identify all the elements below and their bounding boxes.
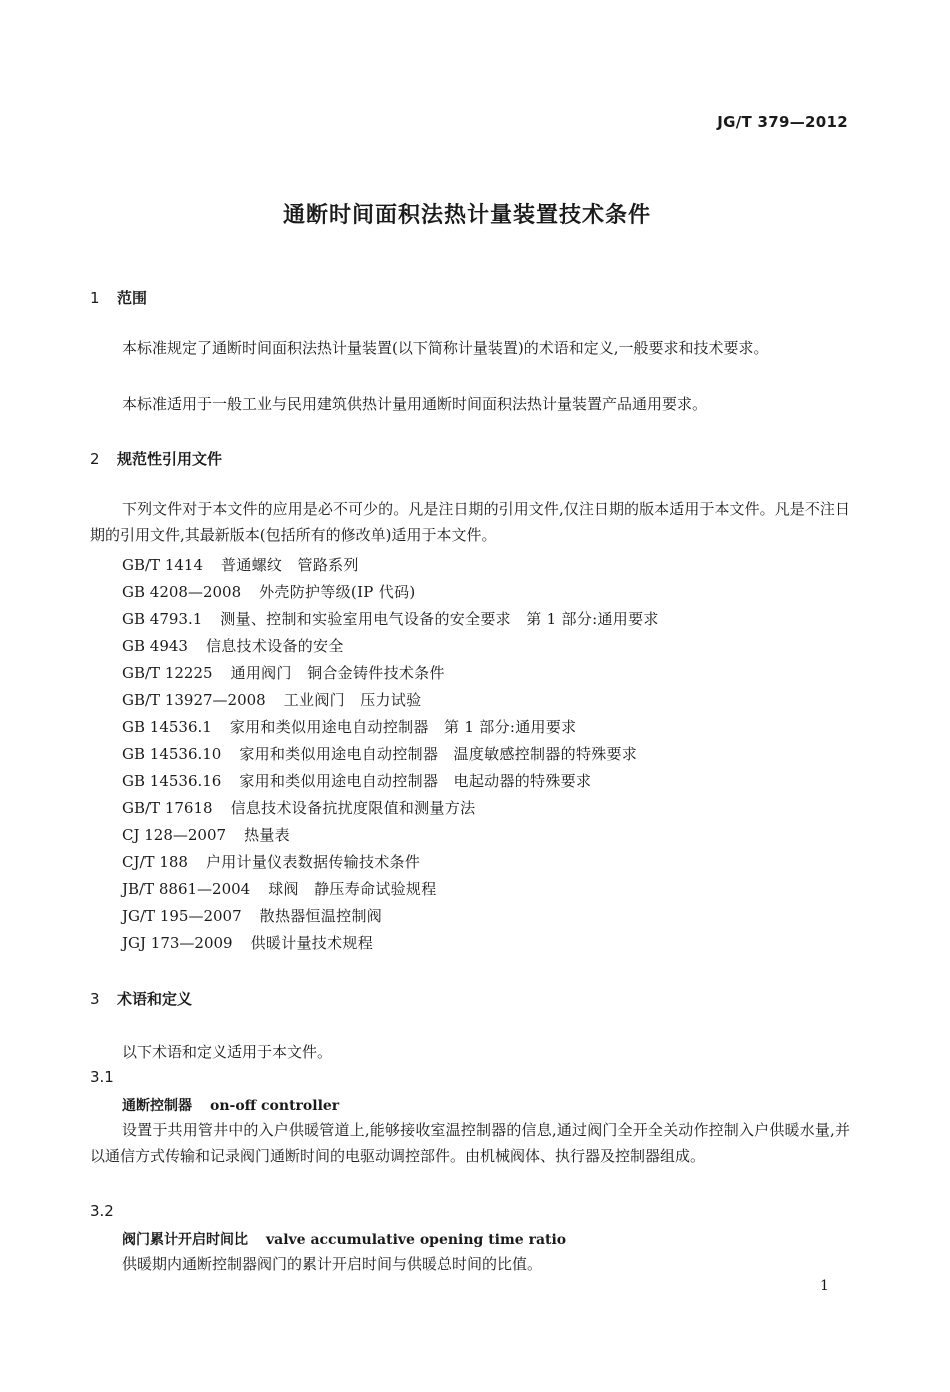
reference-item — [122, 930, 659, 957]
reference-list — [122, 552, 659, 957]
reference-item — [122, 822, 659, 849]
reference-item — [122, 741, 659, 768]
section-title: 范围 — [117, 289, 148, 307]
reference-code: GB/T 13927—2008 — [122, 691, 266, 709]
reference-code: GB 14536.10 — [122, 745, 222, 763]
references-intro: 下列文件对于本文件的应用是必不可少的。凡是注日期的引用文件,仅注日期的版本适用于本文件。凡是不注日期的引用文件,其最新版本(包括所有的修改单)适用于本文件。 — [90, 500, 850, 544]
reference-code: GB/T 1414 — [122, 556, 204, 574]
reference-code: GB 14536.1 — [122, 718, 212, 736]
term-zh: 阀门累计开启时间比 — [122, 1232, 248, 1248]
scope-paragraph-1: 本标准规定了通断时间面积法热计量装置(以下简称计量装置)的术语和定义,一般要求和技术要求。 — [122, 339, 769, 357]
reference-title: 普通螺纹 管路系列 — [221, 556, 359, 574]
term-number: 3.1 — [90, 1068, 114, 1086]
terms-intro: 以下术语和定义适用于本文件。 — [122, 1043, 333, 1061]
reference-item — [122, 633, 659, 660]
document-title: 通断时间面积法热计量装置技术条件 — [282, 203, 651, 228]
reference-title: 测量、控制和实验室用电气设备的安全要求 第 1 部分:通用要求 — [220, 610, 659, 628]
reference-item — [122, 768, 659, 795]
section-1-heading — [90, 287, 147, 308]
reference-title: 工业阀门 压力试验 — [283, 691, 422, 709]
reference-title: 户用计量仪表数据传输技术条件 — [205, 853, 421, 871]
reference-item — [122, 687, 659, 714]
reference-title: 信息技术设备的安全 — [205, 637, 344, 655]
standard-code: JG/T 379—2012 — [717, 113, 848, 131]
section-3-heading — [90, 988, 192, 1009]
term-zh: 通断控制器 — [122, 1098, 192, 1114]
reference-code: CJ/T 188 — [122, 853, 188, 871]
reference-code: JB/T 8861—2004 — [122, 880, 251, 898]
section-number: 2 — [90, 450, 100, 468]
reference-title: 信息技术设备抗扰度限值和测量方法 — [230, 799, 476, 817]
reference-code: GB/T 12225 — [122, 664, 213, 682]
reference-item — [122, 606, 659, 633]
reference-item — [122, 795, 659, 822]
reference-code: JG/T 195—2007 — [122, 907, 242, 925]
reference-title: 热量表 — [244, 826, 290, 844]
reference-title: 外壳防护等级(IP 代码) — [259, 583, 416, 601]
reference-code: GB/T 17618 — [122, 799, 213, 817]
reference-title: 家用和类似用途电自动控制器 第 1 部分:通用要求 — [229, 718, 577, 736]
reference-item — [122, 876, 659, 903]
term-en: on-off controller — [210, 1098, 340, 1114]
section-title: 术语和定义 — [117, 990, 193, 1008]
term-number: 3.2 — [90, 1202, 114, 1220]
section-2-heading — [90, 448, 222, 469]
reference-title: 供暖计量技术规程 — [250, 934, 373, 952]
term-en: valve accumulative opening time ratio — [266, 1232, 567, 1248]
term-definition: 设置于共用管井中的入户供暖管道上,能够接收室温控制器的信息,通过阀门全开全关动作控制入户供暖水量,并以通信方式传输和记录阀门通断时间的电驱动调控部件。由机械阀体、执行器及控制器组成。 — [90, 1121, 850, 1165]
section-number: 1 — [90, 289, 100, 307]
reference-code: CJ 128—2007 — [122, 826, 227, 844]
reference-item — [122, 903, 659, 930]
term-heading — [122, 1095, 339, 1115]
reference-code: GB 4943 — [122, 637, 188, 655]
term-heading — [122, 1229, 566, 1249]
reference-code: GB 14536.16 — [122, 772, 222, 790]
term-definition: 供暖期内通断控制器阀门的累计开启时间与供暖总时间的比值。 — [122, 1255, 543, 1273]
reference-title: 球阀 静压寿命试验规程 — [268, 880, 437, 898]
reference-item — [122, 714, 659, 741]
reference-title: 家用和类似用途电自动控制器 温度敏感控制器的特殊要求 — [239, 745, 638, 763]
reference-title: 散热器恒温控制阀 — [259, 907, 383, 925]
reference-title: 通用阀门 铜合金铸件技术条件 — [230, 664, 445, 682]
reference-item — [122, 579, 659, 606]
reference-item — [122, 660, 659, 687]
reference-code: GB 4208—2008 — [122, 583, 242, 601]
reference-code: JGJ 173—2009 — [122, 934, 233, 952]
reference-item — [122, 552, 659, 579]
reference-item — [122, 849, 659, 876]
scope-paragraph-2: 本标准适用于一般工业与民用建筑供热计量用通断时间面积法热计量装置产品通用要求。 — [122, 395, 708, 413]
section-title: 规范性引用文件 — [117, 450, 223, 468]
section-number: 3 — [90, 990, 100, 1008]
page-number: 1 — [820, 1278, 829, 1294]
reference-code: GB 4793.1 — [122, 610, 203, 628]
reference-title: 家用和类似用途电自动控制器 电起动器的特殊要求 — [239, 772, 592, 790]
